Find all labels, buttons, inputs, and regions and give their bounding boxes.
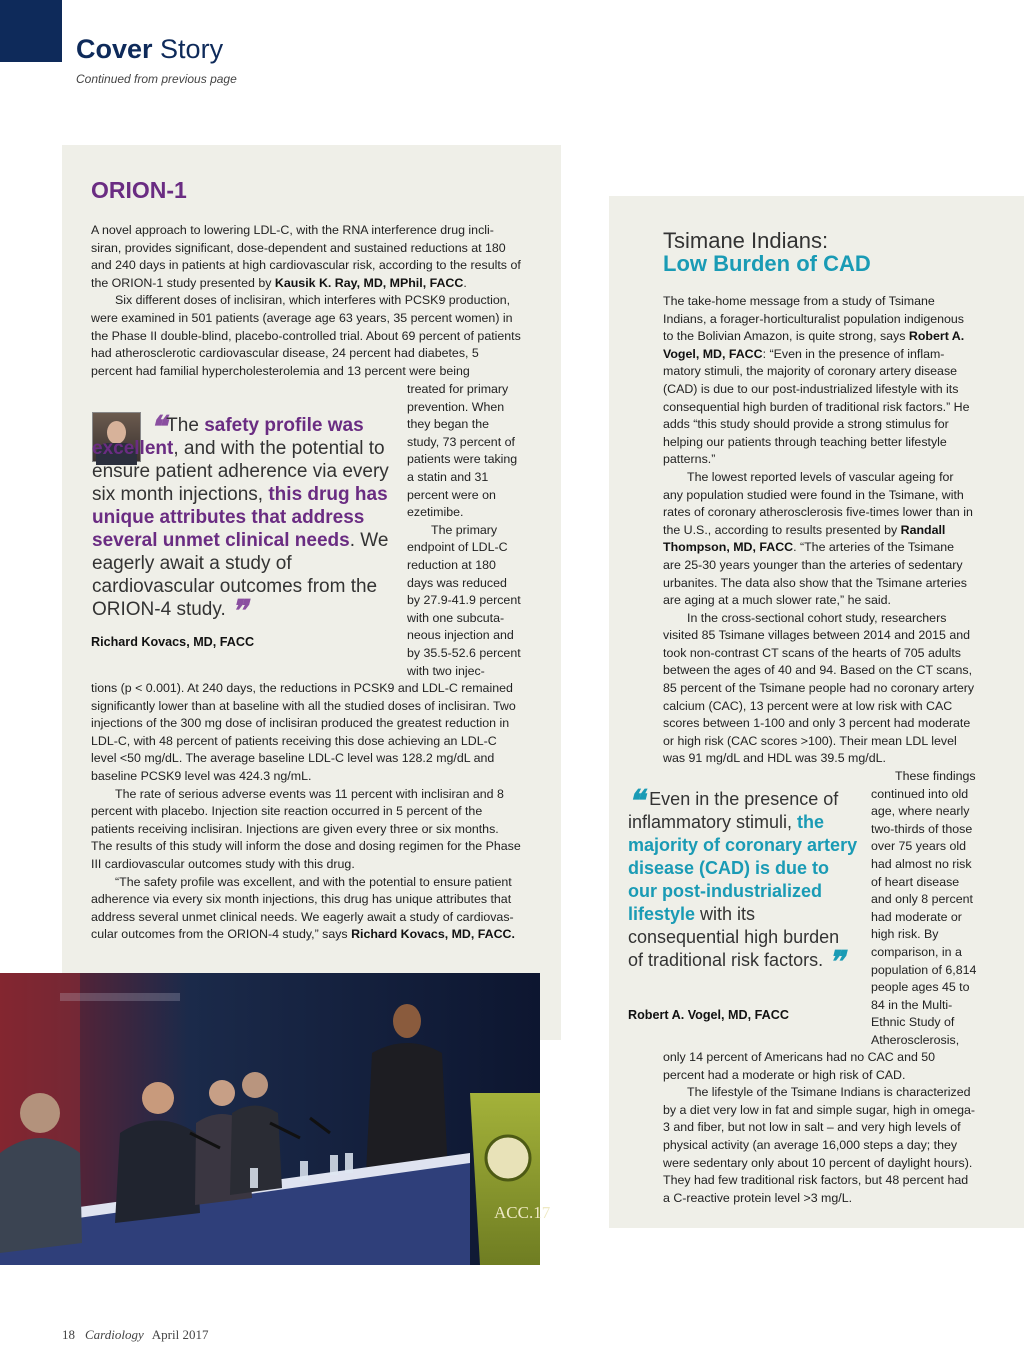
close-quote-icon: ❞ [231,595,248,628]
tsimane-heading-line1: Tsimane Indians: [663,228,829,253]
podium-label: ACC.17 [494,1203,551,1222]
panel-session-photo [0,973,551,1265]
close-quote-icon: ❞ [828,946,845,979]
page-footer [62,1327,208,1343]
tsimane-narrow-column: These findings continued into old age, where nearly two-thirds of those over 75 years old had almost no risk of heart disease and only 8 percent had moderate or high risk. By comparison, in a population of 6,814 people ages 45 to 84 in the Multi-Ethnic Study of Atherosclerosis, [871,769,977,1047]
corner-block [0,0,62,62]
orion-continued: tions (p < 0.001). At 240 days, the reductions in PCSK9 and LDL-C remained significantly lower than at baseline with all the studied doses of inclisiran. Two injections of the 300 mg dose of inclisiran produced the greatest reduction in LDL-C, with 48 percent of patients receiving this dose achieving an LDL-C level <50 mg/dL. The average baseline LDL-C level was 128.2 mg/dL and baseline PCSK9 level was 424.3 ng/mL. The rate of serious adverse events was 11 percent with inclisiran and 8 percent with placebo. Injection site reaction occurred in 5 percent of the patients receiving inclisiran. Injections are given every three or six months. The results of this study will inform the dose and dosing regimen for the Phase III cardiovascular outcomes study with this drug. “The safety profile was excellent, and with the potential to ensure patient adherence via every six month injections, this drug has unique attributes that address several unmet clinical needs. We eagerly await a study of cardiovas-cular outcomes from the ORION-4 study,” says Richard Kovacs, MD, FACC. [91,681,521,942]
tsimane-main-text: The take-home message from a study of Tsimane Indians, a forager-horticulturalist population indigenous to the Bolivian Amazon, is quite strong, says Robert A. Vogel, MD, FACC: “Even in the presence of inflam-matory stimuli, the majority of coronary artery disease (CAD) is due to our post-industrialized lifestyle with its consequential high burden of traditional risk factors.” He adds “this study should provide a strong stimulus for helping our patients through teaching better lifestyle patterns.” The lowest reported levels of vascular ageing for any population studied were found in the Tsimane, with rates of coronary atherosclerosis five-times lower than in the U.S., according to results presented by Randall Thompson, MD, FACC. “The arteries of the Tsimane are 25-30 years younger than the arteries of sedentary urbanites. The data also show that the Tsimane arteries are aging at a much slower rate,” he said. In the cross-sectional cohort study, researchers visited 85 Tsimane villages between 2014 and 2015 and took non-contrast CT scans of the hearts of 705 adults between the ages of 40 and 94. Based on the CT scans, 85 percent of the Tsimane people had no coronary artery calcium (CAC), 13 percent were at low risk with CAC scores between 1-100 and only 3 percent had moderate or high risk (CAC scores >100). Their mean LDL level was 91 mg/dL and HDL was 39.5 mg/dL. [663,294,975,766]
issue-date: April 2017 [151,1327,209,1342]
orion-narrow-column: treated for primary prevention. When they began the study, 73 percent of patients were taking a statin and 31 percent were on ezetimibe. The primary endpoint of LDL-C reduction at 180 days was reduced by 27.9-41.9 percent with one subcuta-neous injection and by 35.5-52.6 percent with two injec- [407,382,521,678]
tsimane-heading-line2: Low Burden of CAD [663,251,871,276]
vogel-pull-quote: ❝ Even in the presence of inflammatory stimuli, the majority of coronary artery disease (CAD) is due to our post-industrialized lifestyle with its consequential high burden of traditional risk factors. ❞ [628,785,858,979]
section-title: Cover Story [76,34,224,64]
open-quote-icon: ❝ [150,411,167,444]
orion-intro: A novel approach to lowering LDL-C, with the RNA interference drug incli-siran, provides significant, dose-dependent and sustained reductions at 180 and 240 days in patients at high cardiovascular risk, according to the results of the ORION-1 study presented by Kausik K. Ray, MD, MPhil, FACC. Six different doses of inclisiran, which interferes with PCSK9 production, were examined in 501 patients (average age 63 years, 35 percent women) in the Phase II double-blind, placebo-controlled trial. About 69 percent of patients had atherosclerotic cardiovascular disease, 24 percent had diabetes, 5 percent had familial hypercholesterolemia and 13 percent were being [91,223,521,378]
vogel-attribution: Robert A. Vogel, MD, FACC [628,1008,789,1022]
magazine-name: Cardiology [85,1327,144,1342]
kovacs-pull-quote: ❝The safety profile was excellent, and with the potential to ensure patient adherence via every six month injections, this drug has unique attributes that address several unmet clinical needs. We eagerly await a study of cardiovascular outcomes from the ORION-4 study. ❞ [92,411,389,628]
kovacs-attribution: Richard Kovacs, MD, FACC [91,635,255,649]
continued-note: Continued from previous page [76,72,237,86]
orion-quote-speaker: Richard Kovacs, MD, FACC. [351,927,515,942]
open-quote-icon: ❝ [628,785,645,818]
orion-heading: ORION-1 [91,177,187,203]
tsimane-closing-text: only 14 percent of Americans had no CAC and 50 percent had a moderate or high risk of CAD. The lifestyle of the Tsimane Indians is characterized by a diet very low in fat and simple sugar, high in omega-3 and fiber, but not low in salt – and very high levels of physical activity (an average 16,000 steps a day; they were sedentary only about 10 percent of daylight hours). They had few traditional risk factors, but 48 percent had a C-reactive protein level >3 mg/L. [663,1050,975,1205]
page-number: 18 [62,1327,75,1342]
